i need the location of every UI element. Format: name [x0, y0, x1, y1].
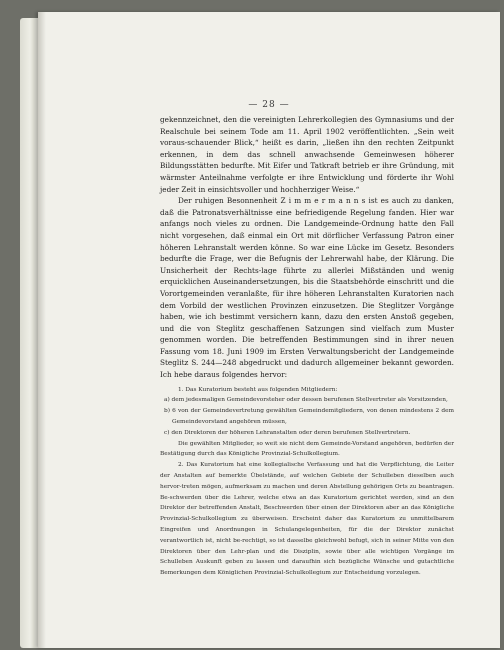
- statute-item-1: 1. Das Kuratorium besteht aus folgenden Mitgliedern:: [178, 386, 338, 393]
- statute-item-1b: b) 6 von der Gemeindevertretung gewählten Gemeindemitgliedern, von denen mindestens 2 dem Gemeindevorstand angehören müssen,: [164, 408, 454, 426]
- statute-excerpt: [160, 385, 454, 579]
- paragraph-patronage: Der ruhigen Besonnenheit Z i m m e r m a n n s ist es auch zu danken, daß die Patronatsverhältnisse eine befriedigende Regelung fanden. Hier war anfangs noch vieles zu ordnen. Die Landgemeinde-Ordnung hatte den Fall nicht vorgesehen, daß einmal ein Ort mit dörflicher Verfassung Patron einer höheren Lehranstalt werden könne. So war eine Lücke im Gesetz. Besonders bedurfte die Frage, wer die Befugnis der Lehrerwahl habe, der Klärung. Die Unsicherheit der Rechts-lage führte zu allerlei Mißständen und wenig erquicklichen Auseinandersetzungen, bis die Staatsbehörde einschritt und die Vorortgemeinden veranlaßte, für ihre höheren Lehranstalten Kuratorien nach dem Vorbild der westlichen Provinzen einzusetzen. Die Steglitzer Vorgänge haben, wie ich bestimmt versichern kann, dazu den ersten Anstoß gegeben, und die von Steglitz geschaffenen Satzungen sind vielfach zum Muster genommen worden. Die betreffenden Bestimmungen sind in ihrer neuen Fassung vom 18. Juni 1909 im Ersten Verwaltungsbericht der Landgemeinde Steglitz S. 244—248 abgedruckt und dadurch allgemeiner bekannt geworden. Ich hebe daraus folgendes hervor:: [160, 196, 454, 380]
- page-gutter-shadow: [38, 12, 46, 648]
- statute-item-1-note: Die gewählten Mitglieder, so weit sie nicht dem Gemeinde-Vorstand angehören, bedürfen der Bestätigung durch das Königliche Provinzial-Schulkollegium.: [160, 440, 454, 458]
- statute-item-1a: a) dem jedesmaligen Gemeindevorsteher oder dessen berufenen Stellvertreter als Vorsitzenden,: [164, 397, 448, 404]
- statute-item-2: 2. Das Kuratorium hat eine kollegialische Verfassung und hat die Verpflichtung, die Leiter der Anstalten auf bemerkte Übelstände, auf welchen Gebiete der Schulleben dieselben auch hervor-treten mögen, aufmerksam zu machen und deren Abstellung gehörigen Orts zu beantragen. Be-schwerden über die Lehrer, welche etwa an das Kuratorium gerichtet werden, sind an den Direktor der betreffenden Anstalt, Beschwerden über einen der Direktoren aber an das Königliche Provinzial-Schulkollegium zu überweisen. Erscheint daher das Kuratorium zu unmittelbarem Eingreifen und Anordnungen in Schulangelegenheiten, für die der Direktor zunächst verantwortlich ist, nicht be-rechtigt, so ist dasselbe gleichwohl befugt, sich in seiner Mitte von den Direktoren über den Lehr-plan und die Disziplin, sowie über alle wichtigen Vorgänge im Schulleben Auskunft geben zu lassen und daraufhin sich bezügliche Wünsche und gutachtliche Bemerkungen dem Königlichen Provinzial-Schulkollegium zur Entscheidung vorzulegen.: [160, 462, 454, 577]
- statute-item-1c: c) den Direktoren der höheren Lehranstalten oder deren berufenen Stellvertretern.: [164, 429, 411, 436]
- paragraph-quote-end: gekennzeichnet, den die vereinigten Lehrerkollegien des Gymnasiums und der Realschule bei seinem Tode am 11. April 1902 veröffentlichten. „Sein weit voraus-schauender Blick,“ heißt es darin, „ließen ihn den rechten Zeitpunkt erkennen, in dem das schnell anwachsende Gemeinwesen höherer Bildungsstätten bedurfte. Mit Eifer und Tatkraft betrieb er ihre Gründung, mit wärmster Anteilnahme verfolgte er ihre Entwicklung und förderte ihr Wohl jeder Zeit in einsichtsvoller und hochherziger Weise.“: [160, 115, 454, 194]
- page-number: — 28 —: [248, 100, 290, 110]
- page-body: [160, 114, 454, 579]
